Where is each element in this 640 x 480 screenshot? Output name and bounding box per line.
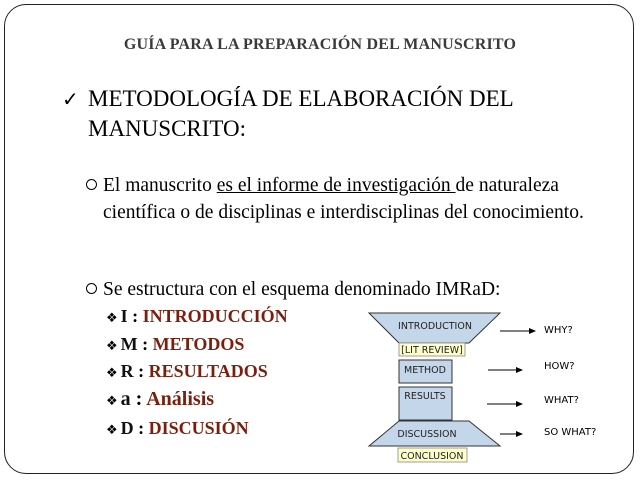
diamond-bullet-icon: ❖ [106,394,118,409]
main-bullet-text: METODOLOGÍA DE ELABORACIÓN DEL MANUSCRITO: [88,86,513,141]
imrad-letter: a [120,388,131,410]
definition-text-underlined: es el informe de investigación [216,175,456,196]
checkmark-icon: ✓ [62,87,79,111]
circle-bullet-icon [86,179,97,190]
imrad-word: DISCUSIÓN [148,418,249,438]
diamond-bullet-icon: ❖ [106,366,118,381]
imrad-letter: D [120,418,134,438]
imrad-item-introduccion [106,306,288,327]
imrad-word: METODOS [152,334,245,354]
diagram-results-label: RESULTS [404,391,446,402]
diamond-bullet-icon: ❖ [106,339,118,354]
diagram-method-label: METHOD [404,365,446,376]
diamond-bullet-icon: ❖ [106,423,118,438]
imrad-separator: : [142,334,149,354]
imrad-item-metodos [106,334,244,355]
slide-title: GUÍA PARA LA PREPARACIÓN DEL MANUSCRITO [123,36,517,53]
diagram-conclusion-label: CONCLUSION [400,451,464,462]
imrad-hourglass-diagram [360,306,640,476]
sub-bullet-structure [86,276,606,303]
question-what: WHAT? [544,395,579,406]
diagram-introduction-label: INTRODUCTION [398,321,472,332]
question-how: HOW? [544,361,575,372]
imrad-letter: M [120,334,138,354]
imrad-item-resultados [106,361,268,382]
definition-text-start: El manuscrito [103,175,217,196]
sub-bullet-definition [86,172,606,226]
imrad-separator: : [132,306,139,326]
question-so-what: SO WHAT? [544,427,597,438]
imrad-separator: : [138,418,145,438]
imrad-letter: R [120,361,134,381]
imrad-separator: : [138,361,145,381]
imrad-item-discusion [106,418,249,439]
definition-text-end: de naturaleza científica o de disciplinas e interdisciplinas del conocimiento. [103,175,584,223]
imrad-letter: I [120,306,128,326]
imrad-separator: : [135,388,143,410]
question-why: WHY? [544,325,573,336]
diagram-discussion-label: DISCUSSION [397,429,457,440]
structure-text: Se estructura con el esquema denominado IMRaD: [103,279,501,300]
imrad-word: Análisis [146,388,215,410]
diagram-lit-review-label: [LIT REVIEW] [401,345,463,356]
imrad-word: RESULTADOS [148,361,268,381]
imrad-word: INTRODUCCIÓN [142,306,288,326]
circle-bullet-icon [86,283,97,294]
imrad-item-analisis [106,388,214,411]
diamond-bullet-icon: ❖ [106,311,118,326]
